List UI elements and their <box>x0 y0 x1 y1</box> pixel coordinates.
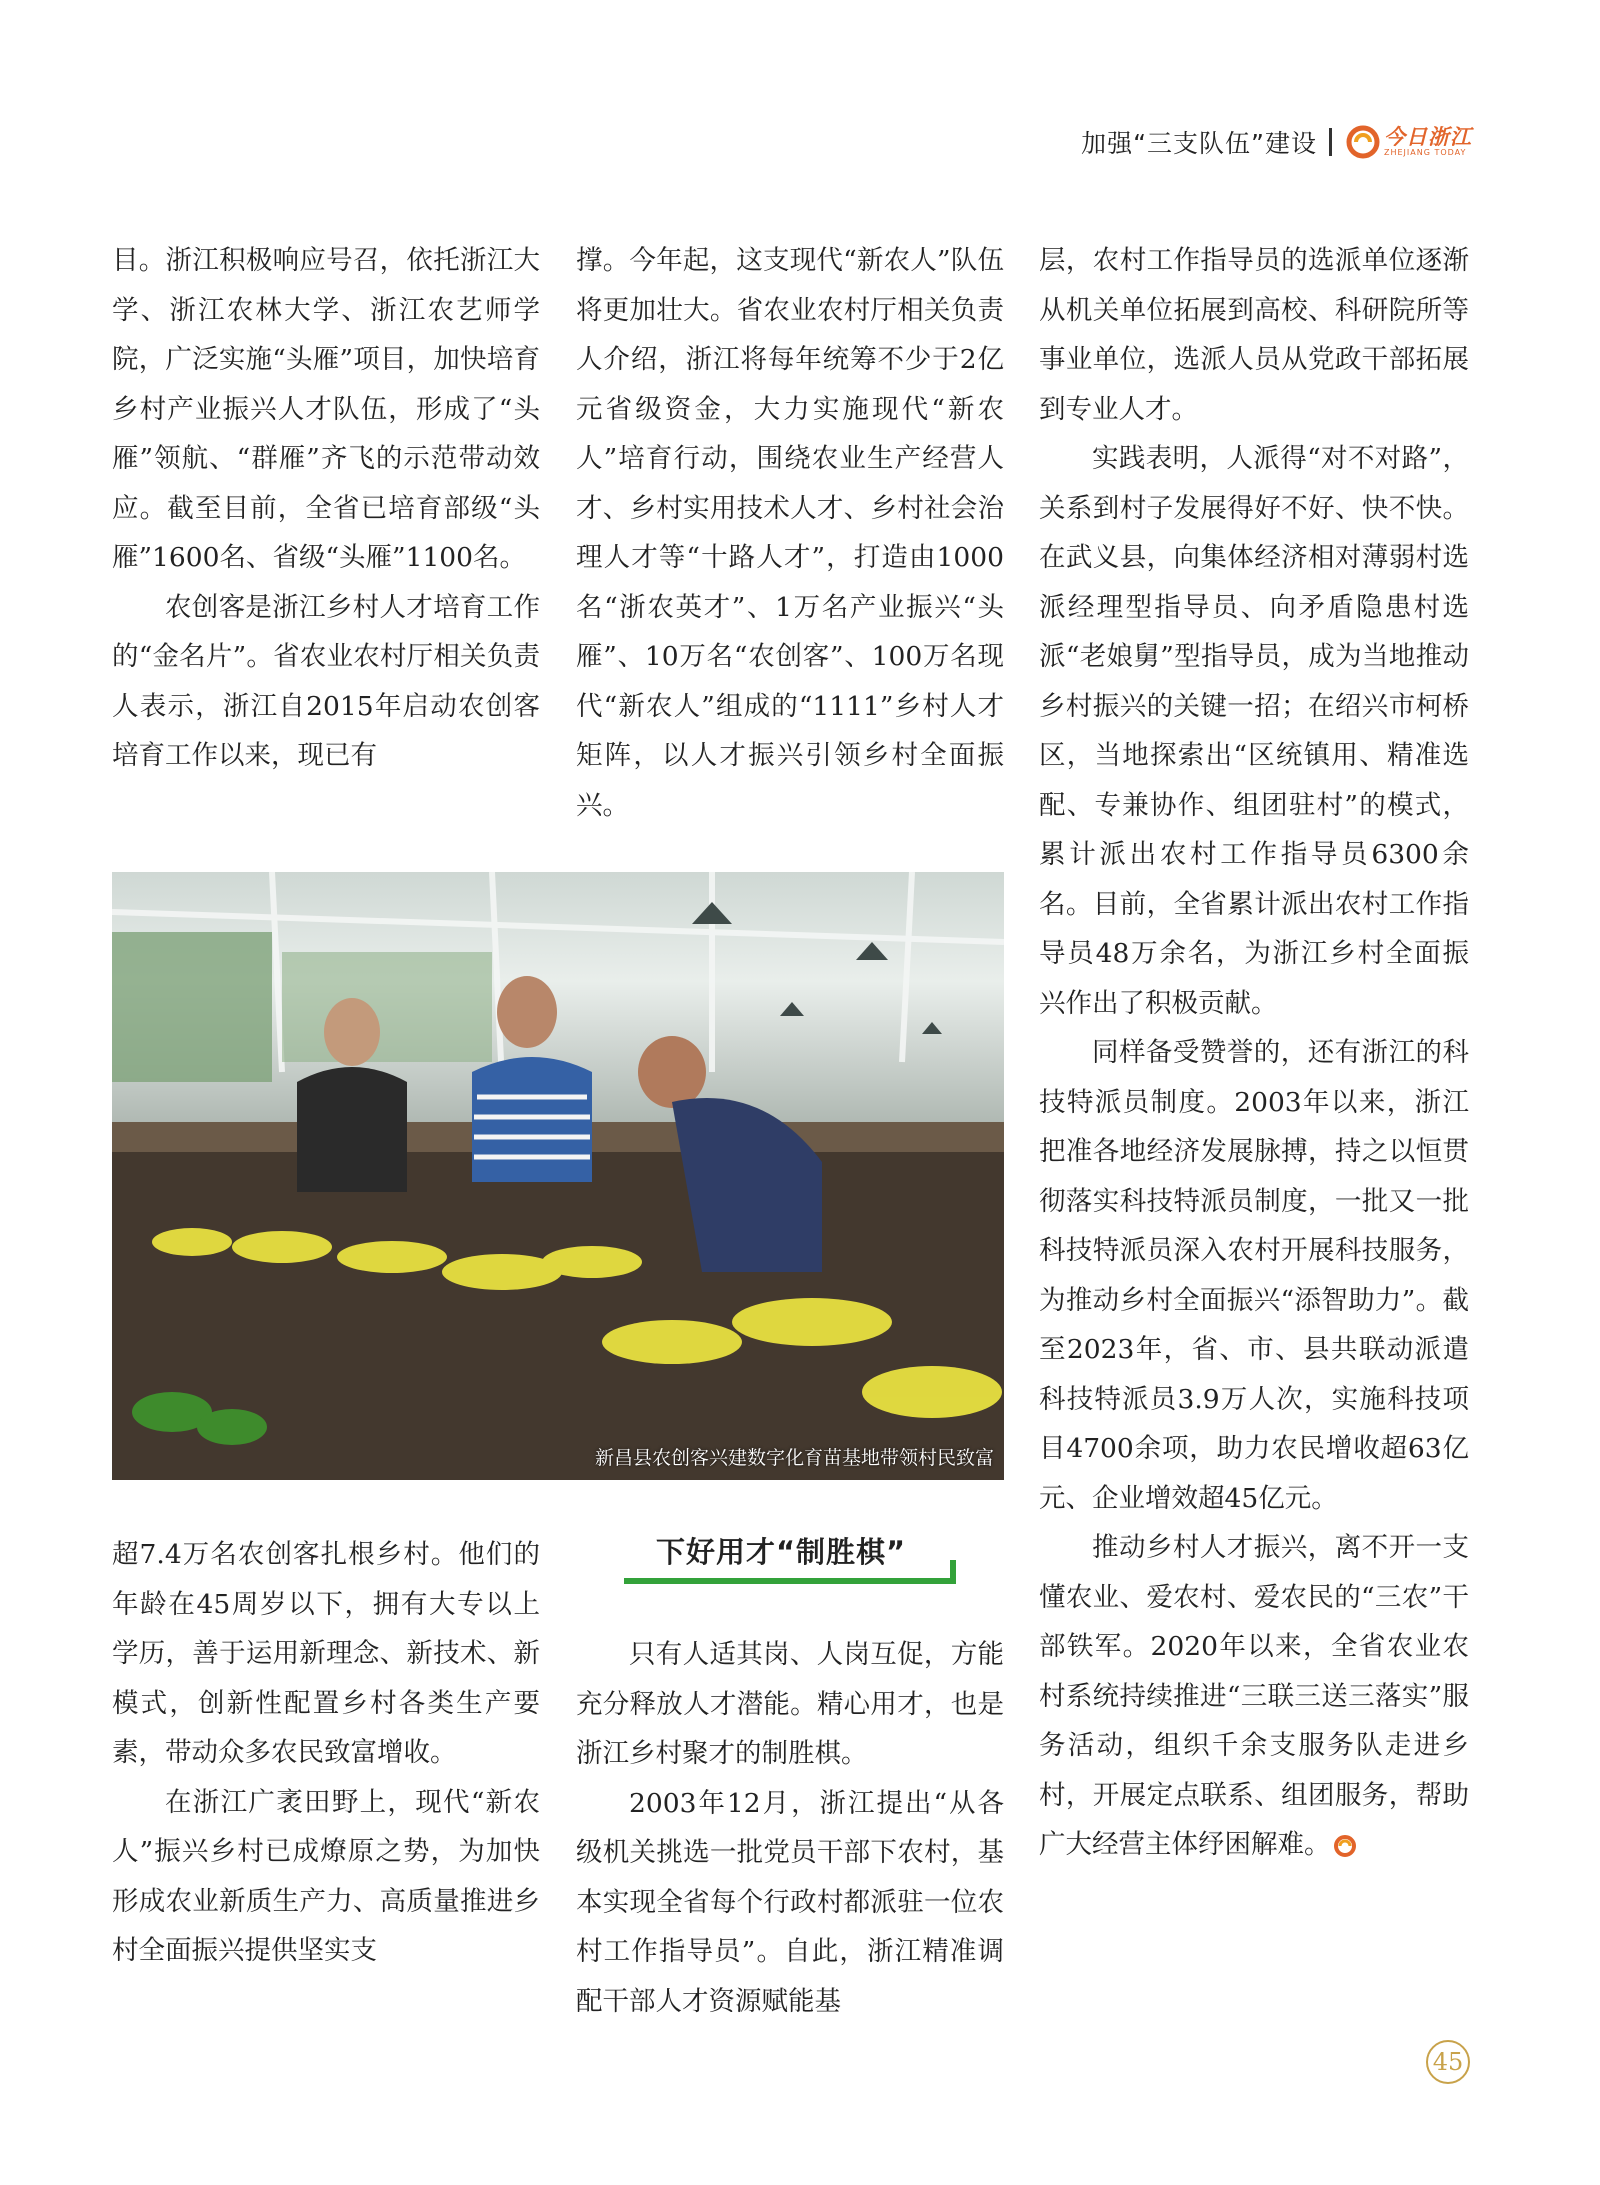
paragraph: 目。浙江积极响应号召，依托浙江大学、浙江农林大学、浙江农艺师学院，广泛实施“头雁”项目，加快培育乡村产业振兴人才队伍，形成了“头雁”领航、“群雁”齐飞的示范带动效应。截至目前，全省已培育部级“头雁”1600名、省级“头雁”1100名。 <box>112 245 540 573</box>
logo-swirl-icon <box>1346 125 1380 159</box>
paragraph: 实践表明，人派得“对不对路”，关系到村子发展得好不好、快不快。在武义县，向集体经济相对薄弱村选派经理型指导员、向矛盾隐患村选派“老娘舅”型指导员，成为当地推动乡村振兴的关键一招；在绍兴市柯桥区，当地探索出“区统镇用、精准选配、专兼协作、组团驻村”的模式，累计派出农村工作指导员6300余名。目前，全省累计派出农村工作指导员48万余名，为浙江乡村全面振兴作出了积极贡献。 <box>1039 443 1469 1019</box>
section-heading-title: 下好用才“制胜棋” <box>656 1535 907 1569</box>
end-mark-icon <box>1333 1834 1357 1858</box>
column-2-top <box>576 236 1004 830</box>
column-1-bottom <box>112 1530 540 1976</box>
logo-english-name: ZHEJIANG TODAY <box>1384 148 1467 157</box>
paragraph: 农创客是浙江乡村人才培育工作的“金名片”。省农业农村厅相关负责人表示，浙江自2015年启动农创客培育工作以来，现已有 <box>112 591 540 771</box>
magazine-logo <box>1346 125 1472 159</box>
page-header <box>1081 118 1472 166</box>
heading-corner <box>950 1560 956 1584</box>
paragraph: 在浙江广袤田野上，现代“新农人”振兴乡村已成燎原之势，为加快形成农业新质生产力、高质量推进乡村全面振兴提供坚实支 <box>112 1786 540 1966</box>
paragraph: 同样备受赞誉的，还有浙江的科技特派员制度。2003年以来，浙江把准各地经济发展脉搏，持之以恒贯彻落实科技特派员制度，一批又一批科技特派员深入农村开展科技服务，为推动乡村全面振兴“添智助力”。截至2023年，省、市、县共联动派遣科技特派员3.9万人次，实施科技项目4700余项，助力农民增收超63亿元、企业增效超45亿元。 <box>1039 1037 1469 1514</box>
column-3 <box>1039 236 1469 1870</box>
heading-underline <box>624 1578 956 1584</box>
paragraph: 超7.4万名农创客扎根乡村。他们的年龄在45周岁以下，拥有大专以上学历，善于运用新理念、新技术、新模式，创新性配置乡村各类生产要素，带动众多农民致富增收。 <box>112 1539 540 1768</box>
column-2-bottom <box>576 1630 1004 2026</box>
header-divider <box>1329 128 1332 156</box>
photo-illustration <box>112 872 1004 1480</box>
paragraph: 2003年12月，浙江提出“从各级机关挑选一批党员干部下农村，基本实现全省每个行政村都派驻一位农村工作指导员”。自此，浙江精准调配干部人才资源赋能基 <box>576 1787 1004 2017</box>
photo-caption: 新昌县农创客兴建数字化育苗基地带领村民致富 <box>594 1447 994 1469</box>
paragraph: 撑。今年起，这支现代“新农人”队伍将更加壮大。省农业农村厅相关负责人介绍，浙江将每年统筹不少于2亿元省级资金，大力实施现代“新农人”培育行动，围绕农业生产经营人才、乡村实用技术人才、乡村社会治理人才等“十路人才”，打造由1000名“浙农英才”、1万名产业振兴“头雁”、10万名“农创客”、100万名现代“新农人”组成的“1111”乡村人才矩阵，以人才振兴引领乡村全面振兴。 <box>576 245 1004 821</box>
section-heading <box>624 1522 946 1588</box>
seedling-nursery-photo <box>112 872 1004 1480</box>
paragraph: 只有人适其岗、人岗互促，方能充分释放人才潜能。精心用才，也是浙江乡村聚才的制胜棋。 <box>576 1639 1004 1769</box>
page-number: 45 <box>1426 2040 1470 2084</box>
paragraph: 层，农村工作指导员的选派单位逐渐从机关单位拓展到高校、科研院所等事业单位，选派人员从党政干部拓展到专业人才。 <box>1039 245 1469 425</box>
section-title: 加强“三支队伍”建设 <box>1081 129 1317 158</box>
paragraph: 推动乡村人才振兴，离不开一支懂农业、爱农村、爱农民的“三农”干部铁军。2020年以来，全省农业农村系统持续推进“三联三送三落实”服务活动，组织千余支服务队走进乡村，开展定点联系、组团服务，帮助广大经营主体纾困解难。 <box>1039 1532 1469 1860</box>
column-1-top <box>112 236 540 781</box>
logo-chinese-name: 今日浙江 <box>1384 124 1472 149</box>
